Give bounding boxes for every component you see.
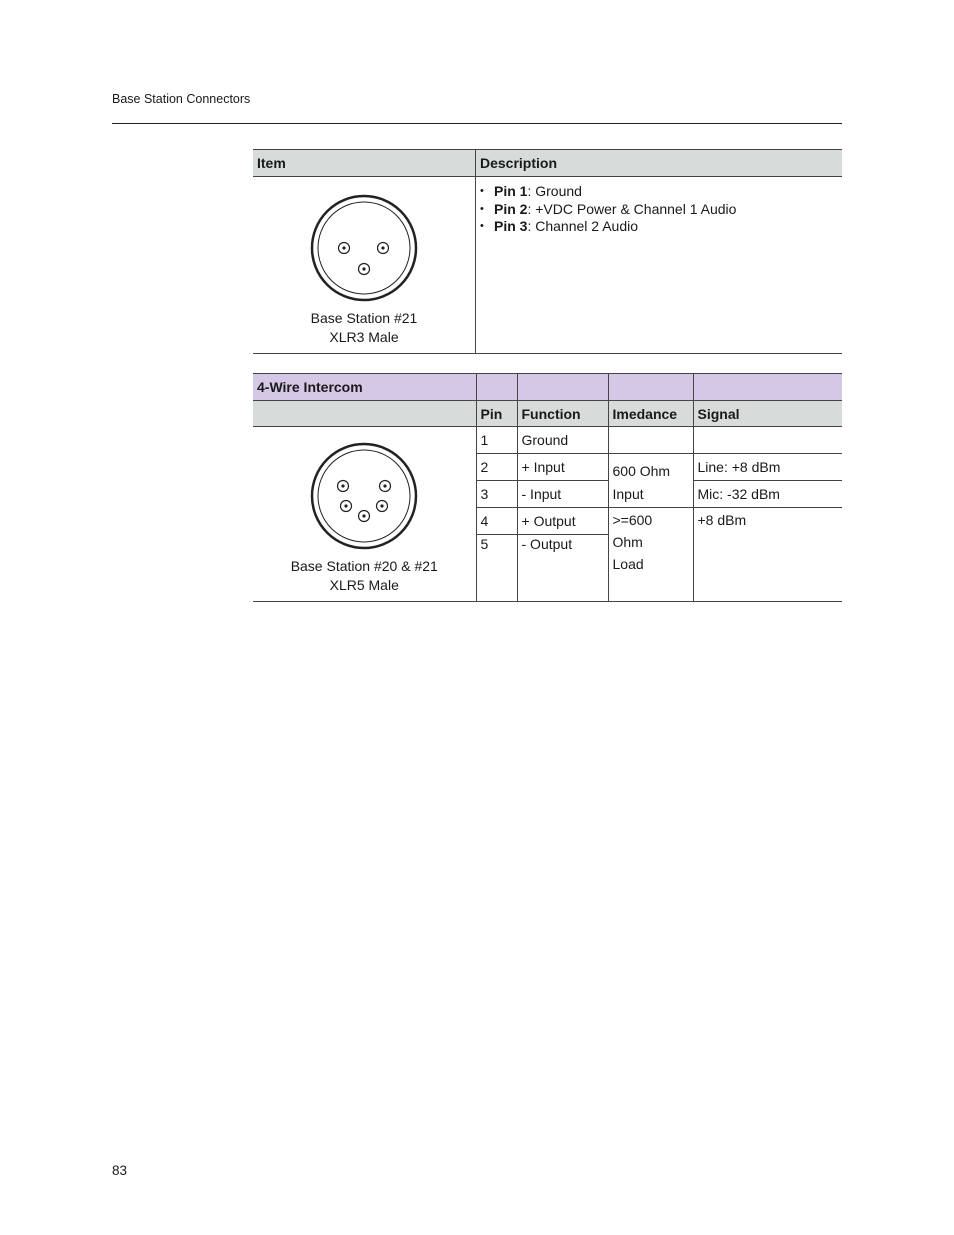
table-row [253, 177, 842, 354]
function-cell: + Input [517, 454, 608, 481]
column-header-description: Description [476, 150, 843, 177]
pin-cell: 4 [476, 508, 517, 535]
impedance-value: 600 Ohm [612, 463, 671, 479]
empty-header-cell [693, 374, 842, 401]
page-number: 83 [112, 1163, 128, 1178]
column-header-pin: Pin [476, 401, 517, 427]
xlr3-pinout-table [253, 149, 842, 354]
intercom-pinout-table [253, 373, 842, 602]
list-item: • Pin 3: Channel 2 Audio [480, 218, 838, 236]
connector-type: XLR3 Male [329, 329, 399, 345]
empty-header-cell [608, 374, 693, 401]
column-header-function: Function [517, 401, 608, 427]
connector-caption: Base Station #21 [310, 310, 418, 326]
xlr5-male-icon [309, 441, 419, 551]
signal-cell [693, 427, 842, 454]
pin-cell: 2 [476, 454, 517, 481]
empty-header-cell [476, 374, 517, 401]
function-cell: Ground [517, 427, 608, 454]
connector-type: XLR5 Male [329, 577, 399, 593]
function-cell: - Input [517, 481, 608, 508]
pin-cell: 3 [476, 481, 517, 508]
signal-cell: +8 dBm [693, 508, 842, 602]
connector-cell [253, 427, 476, 602]
table-title: 4-Wire Intercom [253, 374, 476, 401]
signal-cell: Mic: -32 dBm [693, 481, 842, 508]
table-row [253, 427, 842, 454]
column-header-signal: Signal [693, 401, 842, 427]
impedance-value: Load [612, 556, 644, 572]
table-header-row [253, 150, 842, 177]
connector-cell [253, 177, 476, 354]
column-header-impedance: Imedance [608, 401, 693, 427]
signal-cell: Line: +8 dBm [693, 454, 842, 481]
impedance-cell [608, 427, 693, 454]
pin-cell: 5 [476, 535, 517, 602]
connector-caption: Base Station #20 & #21 [290, 558, 438, 574]
impedance-value: Ohm [612, 534, 643, 550]
column-header-item: Item [253, 150, 476, 177]
impedance-cell [608, 454, 693, 508]
table-title-row [253, 374, 842, 401]
function-cell: - Output [517, 535, 608, 602]
pin-list [480, 183, 838, 236]
empty-header-cell [517, 374, 608, 401]
description-cell [476, 177, 843, 354]
empty-header-cell [253, 401, 476, 427]
impedance-value: >=600 [612, 512, 653, 528]
list-item: • Pin 1: Ground [480, 183, 838, 201]
xlr3-male-icon [309, 193, 419, 303]
impedance-value: Input [612, 486, 644, 502]
list-item: • Pin 2: +VDC Power & Channel 1 Audio [480, 201, 838, 219]
running-header: Base Station Connectors [112, 92, 251, 106]
header-rule [112, 123, 842, 124]
table-header-row [253, 401, 842, 427]
impedance-cell [608, 508, 693, 602]
pin-cell: 1 [476, 427, 517, 454]
function-cell: + Output [517, 508, 608, 535]
